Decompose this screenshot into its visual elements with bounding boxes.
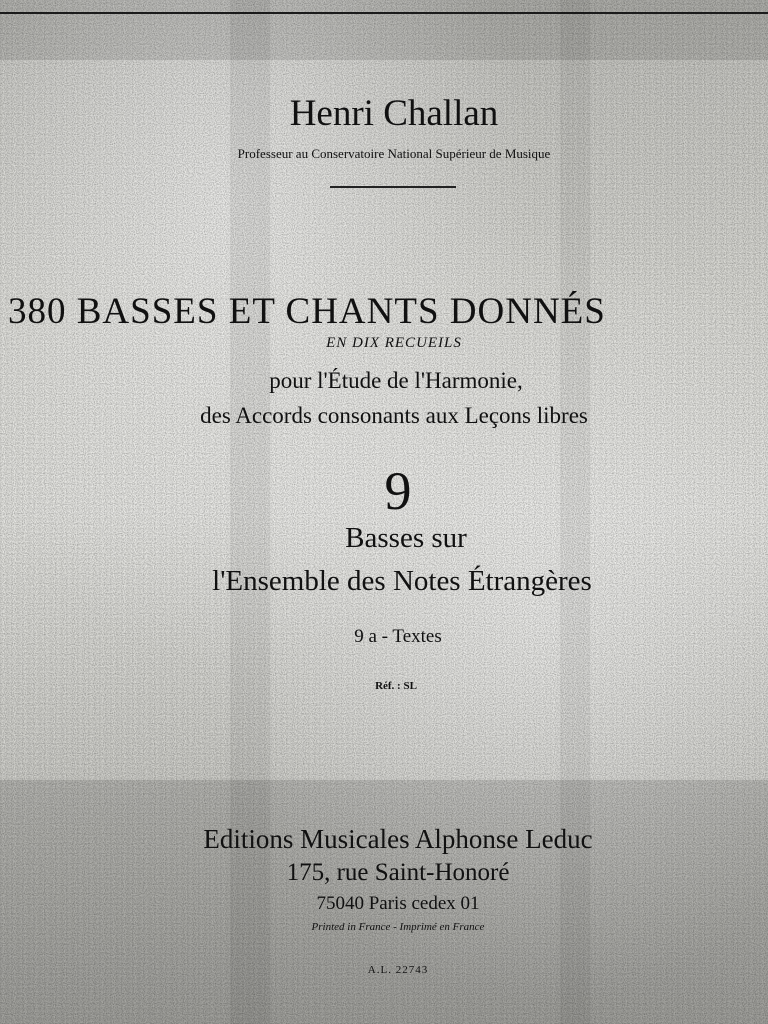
publisher-street: 175, rue Saint-Honoré	[286, 859, 510, 886]
part-label: 9 a - Textes	[354, 626, 442, 647]
main-title: 380 BASSES ET CHANTS DONNÉS	[8, 291, 606, 332]
volume-title-line-2: l'Ensemble des Notes Étrangères	[212, 565, 592, 597]
volume-number: 9	[384, 461, 412, 521]
author-affiliation: Professeur au Conservatoire National Supérieur de Musique	[237, 146, 551, 161]
reference-code: Réf. : SL	[375, 680, 417, 692]
volume-title-line-1: Basses sur	[345, 522, 467, 554]
printed-in-notice: Printed in France - Imprimé en France	[311, 921, 485, 933]
series-subtitle: EN DIX RECUEILS	[326, 335, 462, 351]
purpose-line-2: des Accords consonants aux Leçons libres	[200, 403, 588, 428]
catalog-number: A.L. 22743	[367, 964, 429, 976]
author-name: Henri Challan	[289, 93, 499, 134]
purpose-line-1: pour l'Étude de l'Harmonie,	[269, 368, 523, 393]
publisher-name: Editions Musicales Alphonse Leduc	[203, 824, 593, 854]
publisher-city: 75040 Paris cedex 01	[316, 893, 480, 914]
title-divider	[330, 186, 456, 188]
